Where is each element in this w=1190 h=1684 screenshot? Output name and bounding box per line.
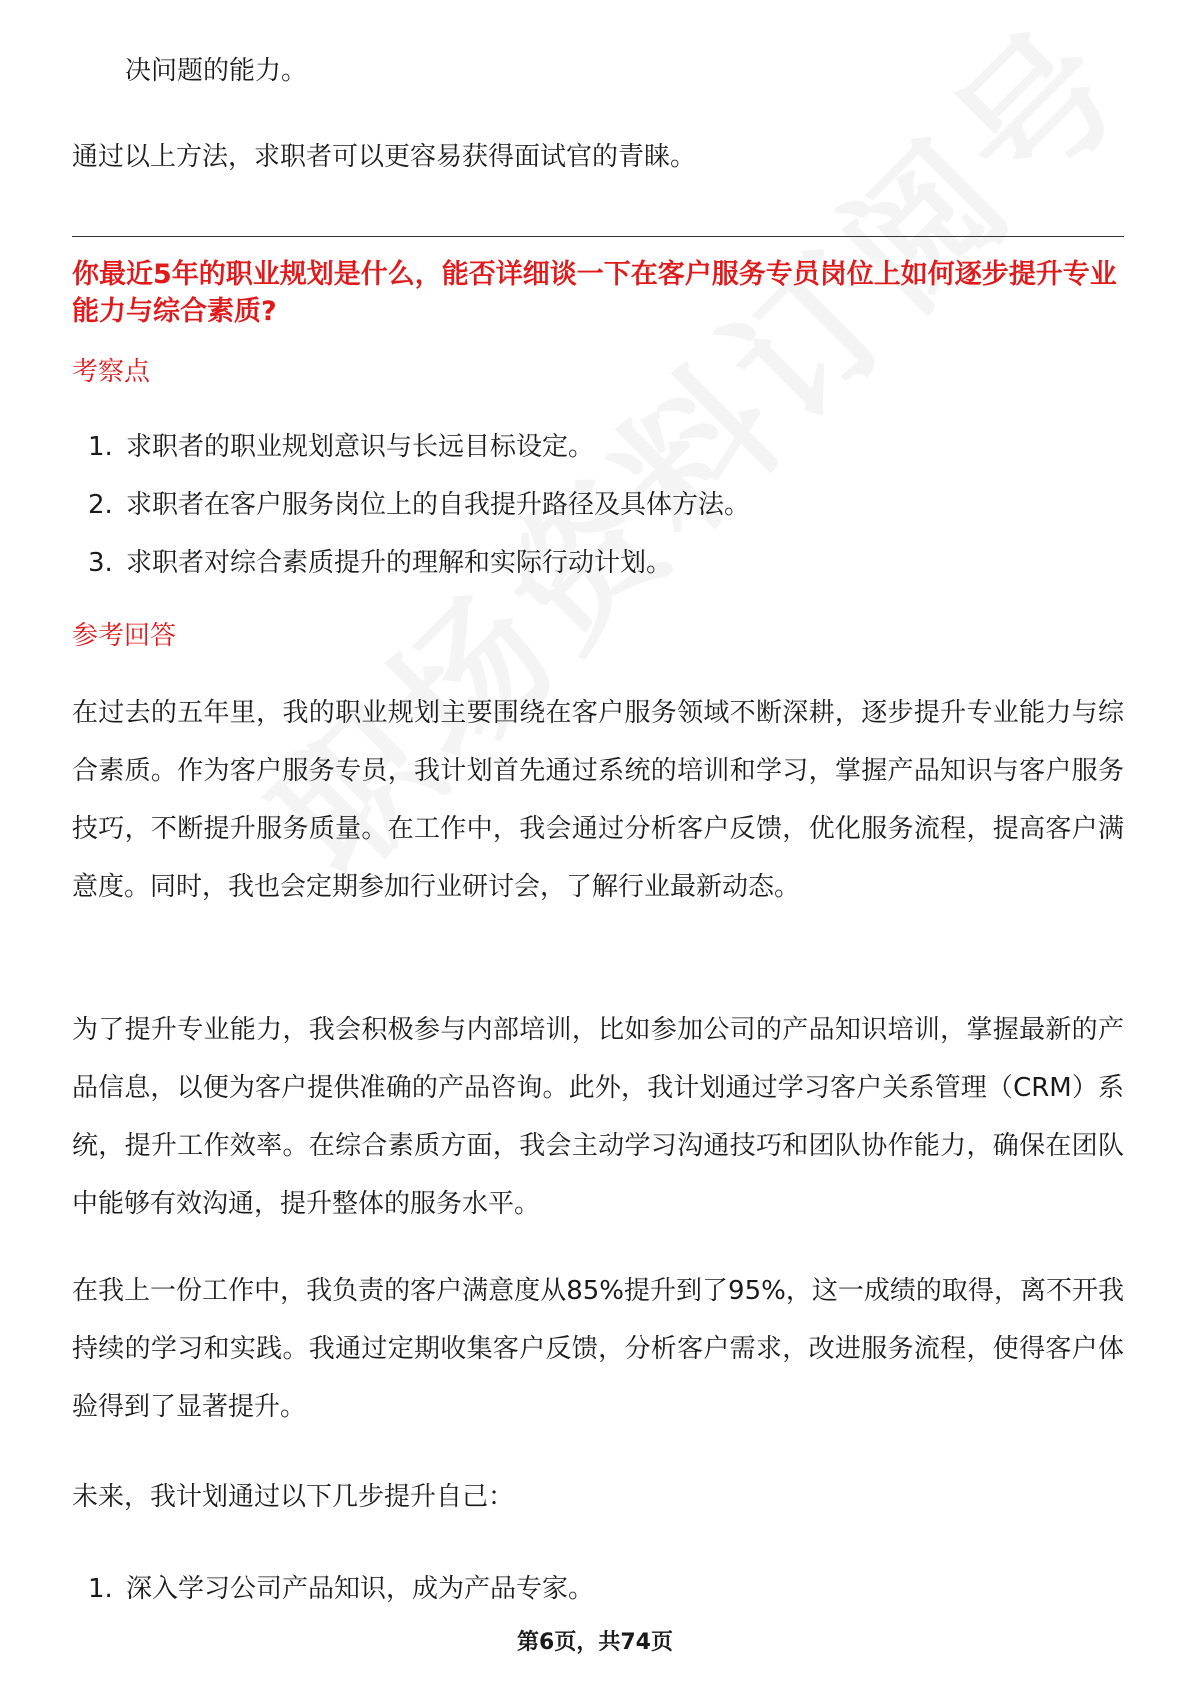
answer-paragraph: 未来，我计划通过以下几步提升自己： bbox=[72, 1482, 515, 1512]
list-item-number: 1. bbox=[88, 432, 113, 462]
answer-heading: 参考回答 bbox=[72, 621, 177, 651]
list-item bbox=[72, 418, 1122, 476]
question-title: 你最近5年的职业规划是什么，能否详细谈一下在客户服务专员岗位上如何逐步提升专业能力与综合素质? bbox=[72, 259, 1117, 327]
answer-paragraph: 在过去的五年里，我的职业规划主要围绕在客户服务领域不断深耕，逐步提升专业能力与综合素质。作为客户服务专员，我计划首先通过系统的培训和学习，掌握产品知识与客户服务技巧，不断提升服务质量。在工作中，我会通过分析客户反馈，优化服务流程，提高客户满意度。同时，我也会定期参加行业研讨会，了解行业最新动态。 bbox=[72, 698, 1124, 902]
list-item-number: 1. bbox=[88, 1574, 113, 1604]
list-item bbox=[72, 534, 1122, 592]
page-footer: 第6页，共74页 bbox=[517, 1630, 673, 1655]
answer-paragraph: 在我上一份工作中，我负责的客户满意度从85%提升到了95%，这一成绩的取得，离不开我持续的学习和实践。我通过定期收集客户反馈，分析客户需求，改进服务流程，使得客户体验得到了显著提升。 bbox=[72, 1276, 1124, 1422]
plan-steps-list bbox=[72, 1560, 1122, 1618]
list-item-text: 求职者在客户服务岗位上的自我提升路径及具体方法。 bbox=[126, 490, 751, 520]
list-item-text: 深入学习公司产品知识，成为产品专家。 bbox=[126, 1574, 595, 1604]
list-item-number: 2. bbox=[88, 490, 113, 520]
list-item-text: 求职者对综合素质提升的理解和实际行动计划。 bbox=[126, 548, 673, 578]
list-item bbox=[72, 1560, 1122, 1618]
kaochadian-list bbox=[72, 418, 1122, 592]
section-divider bbox=[72, 236, 1124, 237]
conclusion-text: 通过以上方法，求职者可以更容易获得面试官的青睐。 bbox=[72, 142, 697, 172]
list-item bbox=[72, 476, 1122, 534]
answer-paragraph: 为了提升专业能力，我会积极参与内部培训，比如参加公司的产品知识培训，掌握最新的产品信息，以便为客户提供准确的产品咨询。此外，我计划通过学习客户关系管理（CRM）系统，提升工作效率。在综合素质方面，我会主动学习沟通技巧和团队协作能力，确保在团队中能够有效沟通，提升整体的服务水平。 bbox=[72, 1015, 1124, 1219]
continued-text: 决问题的能力。 bbox=[125, 56, 308, 86]
kaochadian-heading: 考察点 bbox=[72, 357, 151, 387]
list-item-text: 求职者的职业规划意识与长远目标设定。 bbox=[126, 432, 595, 462]
list-item-number: 3. bbox=[88, 548, 113, 578]
